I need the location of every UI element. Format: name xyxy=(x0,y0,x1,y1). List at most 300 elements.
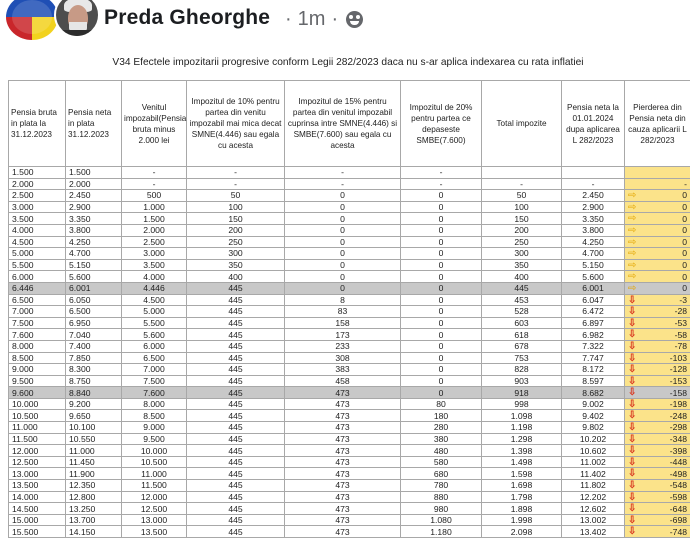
table-cell: 445 xyxy=(187,526,285,538)
table-cell: 11.500 xyxy=(9,433,66,445)
table-cell: 1.798 xyxy=(482,491,562,503)
table-cell: 8.597 xyxy=(562,375,625,387)
arrow-down-icon: ⇩ xyxy=(628,410,637,422)
loss-cell xyxy=(625,317,690,329)
header-tax-20: Impozitul de 20% pentru partea ce depaseste SMBE(7.600) xyxy=(401,81,482,167)
table-cell: 0 xyxy=(401,282,482,294)
table-cell: 0 xyxy=(401,236,482,248)
table-cell: 7.600 xyxy=(122,387,187,399)
loss-value: -158 xyxy=(669,387,687,398)
table-cell: - xyxy=(562,178,625,190)
arrow-down-icon: ⇩ xyxy=(628,422,637,434)
loss-cell xyxy=(625,306,690,318)
loss-cell xyxy=(625,271,690,283)
post-image-document[interactable] xyxy=(4,50,690,550)
table-cell: 1.998 xyxy=(482,514,562,526)
loss-cell xyxy=(625,213,690,225)
arrow-down-icon: ⇩ xyxy=(628,306,637,318)
table-cell: 445 xyxy=(187,294,285,306)
table-cell: 7.500 xyxy=(122,375,187,387)
table-cell: 0 xyxy=(401,294,482,306)
table-cell: 9.000 xyxy=(122,422,187,434)
table-row xyxy=(9,514,690,526)
table-cell: 8.300 xyxy=(66,364,122,376)
table-cell: 400 xyxy=(482,271,562,283)
table-cell: 445 xyxy=(187,352,285,364)
table-cell: 12.500 xyxy=(122,503,187,515)
table-cell: 9.200 xyxy=(66,398,122,410)
table-cell: 2.900 xyxy=(66,201,122,213)
table-cell: 1.500 xyxy=(66,167,122,179)
table-cell: 400 xyxy=(187,271,285,283)
loss-cell xyxy=(625,178,690,190)
table-cell: 1.898 xyxy=(482,503,562,515)
table-cell: 0 xyxy=(401,387,482,399)
table-cell: 1.500 xyxy=(122,213,187,225)
table-cell: 6.950 xyxy=(66,317,122,329)
table-cell: 2.900 xyxy=(562,201,625,213)
table-cell: 8.682 xyxy=(562,387,625,399)
table-cell: 173 xyxy=(285,329,401,341)
arrow-right-icon: ⇨ xyxy=(628,236,637,248)
table-cell: 8 xyxy=(285,294,401,306)
table-cell: 0 xyxy=(401,271,482,283)
table-cell: 6.001 xyxy=(66,282,122,294)
loss-value: -128 xyxy=(669,364,687,375)
table-cell: 445 xyxy=(187,433,285,445)
arrow-right-icon: ⇨ xyxy=(628,201,637,213)
table-cell: 445 xyxy=(187,514,285,526)
table-cell: 300 xyxy=(187,248,285,260)
loss-value: -3 xyxy=(679,294,687,305)
loss-value: -103 xyxy=(669,352,687,363)
loss-cell xyxy=(625,248,690,260)
arrow-right-icon: ⇨ xyxy=(628,213,637,225)
table-cell: 200 xyxy=(187,224,285,236)
table-cell: 233 xyxy=(285,340,401,352)
loss-cell xyxy=(625,445,690,457)
table-cell: 5.500 xyxy=(122,317,187,329)
table-cell: 11.000 xyxy=(9,422,66,434)
loss-value: -748 xyxy=(669,526,687,537)
table-cell: 1.498 xyxy=(482,456,562,468)
table-cell: 445 xyxy=(187,317,285,329)
loss-cell xyxy=(625,456,690,468)
table-cell: 11.002 xyxy=(562,456,625,468)
table-cell: 445 xyxy=(187,282,285,294)
table-cell: 618 xyxy=(482,329,562,341)
table-cell: 1.398 xyxy=(482,445,562,457)
table-cell: 445 xyxy=(187,491,285,503)
table-cell: 678 xyxy=(482,340,562,352)
table-cell: 473 xyxy=(285,526,401,538)
table-cell: 473 xyxy=(285,456,401,468)
loss-cell xyxy=(625,375,690,387)
table-cell: 458 xyxy=(285,375,401,387)
table-cell: 13.002 xyxy=(562,514,625,526)
table-cell: 2.000 xyxy=(9,178,66,190)
table-cell: 445 xyxy=(187,306,285,318)
loss-value: -298 xyxy=(669,422,687,433)
table-cell: 2.000 xyxy=(66,178,122,190)
table-cell: 12.602 xyxy=(562,503,625,515)
table-row xyxy=(9,364,690,376)
table-cell: 15.500 xyxy=(9,526,66,538)
table-cell: 158 xyxy=(285,317,401,329)
table-cell: 1.698 xyxy=(482,480,562,492)
arrow-down-icon: ⇩ xyxy=(628,526,637,538)
table-cell: 5.500 xyxy=(9,259,66,271)
table-cell: 13.000 xyxy=(122,514,187,526)
arrow-down-icon: ⇩ xyxy=(628,317,637,329)
table-cell: 5.000 xyxy=(122,306,187,318)
table-cell: 6.500 xyxy=(9,294,66,306)
table-cell: 8.750 xyxy=(66,375,122,387)
table-cell: 3.000 xyxy=(9,201,66,213)
table-row xyxy=(9,190,690,202)
table-cell: 9.500 xyxy=(122,433,187,445)
table-cell: 0 xyxy=(285,271,401,283)
loss-cell xyxy=(625,468,690,480)
table-row xyxy=(9,526,690,538)
loss-value: -58 xyxy=(674,329,687,340)
table-cell: 280 xyxy=(401,422,482,434)
table-cell: 1.098 xyxy=(482,410,562,422)
arrow-down-icon: ⇩ xyxy=(628,364,637,376)
author-name[interactable]: Preda Gheorghe xyxy=(104,6,271,29)
table-cell: 9.650 xyxy=(66,410,122,422)
table-cell: 680 xyxy=(401,468,482,480)
table-cell: 980 xyxy=(401,503,482,515)
table-cell: 12.000 xyxy=(122,491,187,503)
table-cell: 453 xyxy=(482,294,562,306)
arrow-right-icon: ⇨ xyxy=(628,259,637,271)
loss-value: -698 xyxy=(669,515,687,526)
table-cell: 445 xyxy=(187,387,285,399)
table-cell: 2.500 xyxy=(122,236,187,248)
table-cell: 528 xyxy=(482,306,562,318)
post-meta xyxy=(285,8,363,31)
table-cell: 473 xyxy=(285,422,401,434)
table-cell: 11.402 xyxy=(562,468,625,480)
table-row xyxy=(9,259,690,271)
arrow-down-icon: ⇩ xyxy=(628,503,637,515)
table-cell: 445 xyxy=(187,456,285,468)
table-row xyxy=(9,201,690,213)
table-cell: 603 xyxy=(482,317,562,329)
table-row xyxy=(9,456,690,468)
arrow-down-icon: ⇩ xyxy=(628,514,637,526)
loss-cell xyxy=(625,340,690,352)
post-header xyxy=(0,0,690,44)
table-row xyxy=(9,410,690,422)
loss-value: -348 xyxy=(669,433,687,444)
table-cell: 13.250 xyxy=(66,503,122,515)
table-cell: 4.250 xyxy=(562,236,625,248)
table-cell: 5.600 xyxy=(66,271,122,283)
table-cell: 500 xyxy=(122,190,187,202)
table-cell: 12.350 xyxy=(66,480,122,492)
loss-cell xyxy=(625,422,690,434)
table-cell: 473 xyxy=(285,468,401,480)
table-cell: 0 xyxy=(285,213,401,225)
table-cell: 8.500 xyxy=(9,352,66,364)
loss-cell xyxy=(625,480,690,492)
header-total-tax: Total impozite xyxy=(482,81,562,167)
arrow-down-icon: ⇩ xyxy=(628,329,637,341)
pension-tax-table xyxy=(8,80,690,538)
table-cell: 6.000 xyxy=(9,271,66,283)
table-row xyxy=(9,422,690,434)
table-cell: 13.700 xyxy=(66,514,122,526)
table-cell: 5.150 xyxy=(66,259,122,271)
arrow-right-icon: ⇨ xyxy=(628,190,637,202)
table-cell: 0 xyxy=(285,259,401,271)
table-cell: 350 xyxy=(482,259,562,271)
table-row xyxy=(9,271,690,283)
table-cell: 6.500 xyxy=(122,352,187,364)
table-cell: 11.000 xyxy=(66,445,122,457)
table-cell: - xyxy=(285,167,401,179)
table-cell xyxy=(562,167,625,179)
loss-cell xyxy=(625,387,690,399)
arrow-right-icon: ⇨ xyxy=(628,224,637,236)
table-cell: 250 xyxy=(482,236,562,248)
table-cell: 9.402 xyxy=(562,410,625,422)
table-cell: 11.000 xyxy=(122,468,187,480)
table-cell: 0 xyxy=(285,201,401,213)
table-body xyxy=(9,167,690,538)
table-row xyxy=(9,433,690,445)
table-cell: 3.800 xyxy=(66,224,122,236)
table-cell: 445 xyxy=(187,364,285,376)
table-cell: 5.150 xyxy=(562,259,625,271)
table-cell: 6.446 xyxy=(9,282,66,294)
loss-value: -548 xyxy=(669,480,687,491)
table-cell: - xyxy=(401,167,482,179)
table-cell: 300 xyxy=(482,248,562,260)
table-cell: 480 xyxy=(401,445,482,457)
table-cell: 350 xyxy=(187,259,285,271)
table-cell: - xyxy=(187,167,285,179)
table-cell: 8.840 xyxy=(66,387,122,399)
table-cell: 2.450 xyxy=(562,190,625,202)
loss-value: 0 xyxy=(682,283,687,294)
table-cell: 180 xyxy=(401,410,482,422)
table-cell: - xyxy=(122,167,187,179)
table-cell: 8.000 xyxy=(9,340,66,352)
table-cell: 7.040 xyxy=(66,329,122,341)
table-cell: 0 xyxy=(401,317,482,329)
table-cell: 8.000 xyxy=(122,398,187,410)
table-cell: 903 xyxy=(482,375,562,387)
loss-cell xyxy=(625,167,690,179)
table-cell: 3.350 xyxy=(562,213,625,225)
table-cell: 3.500 xyxy=(122,259,187,271)
table-cell: 880 xyxy=(401,491,482,503)
arrow-down-icon: ⇩ xyxy=(628,375,637,387)
table-cell: 14.000 xyxy=(9,491,66,503)
table-cell: 13.402 xyxy=(562,526,625,538)
table-cell: 150 xyxy=(187,213,285,225)
table-cell: 10.500 xyxy=(122,456,187,468)
table-cell: 100 xyxy=(187,201,285,213)
table-cell: 10.202 xyxy=(562,433,625,445)
header-loss: Pierderea din Pensia neta din cauza aplicarii L 282/2023 xyxy=(625,81,690,167)
table-cell: 12.800 xyxy=(66,491,122,503)
loss-value: 0 xyxy=(682,213,687,224)
loss-cell xyxy=(625,224,690,236)
table-cell: 10.100 xyxy=(66,422,122,434)
header-gross-pension: Pensia bruta in plata la 31.12.2023 xyxy=(9,81,66,167)
table-cell: - xyxy=(122,178,187,190)
loss-cell xyxy=(625,491,690,503)
table-cell: 1.298 xyxy=(482,433,562,445)
table-row xyxy=(9,375,690,387)
arrow-down-icon: ⇩ xyxy=(628,398,637,410)
table-cell: 12.000 xyxy=(9,445,66,457)
table-cell: 998 xyxy=(482,398,562,410)
table-cell: 445 xyxy=(187,329,285,341)
table-cell: 9.600 xyxy=(9,387,66,399)
arrow-right-icon: ⇨ xyxy=(628,248,637,260)
table-row xyxy=(9,213,690,225)
table-cell: 200 xyxy=(482,224,562,236)
table-cell: - xyxy=(401,178,482,190)
table-cell: 3.500 xyxy=(9,213,66,225)
table-cell: 6.001 xyxy=(562,282,625,294)
loss-cell xyxy=(625,236,690,248)
loss-cell xyxy=(625,410,690,422)
table-cell: 5.600 xyxy=(562,271,625,283)
table-cell: 2.450 xyxy=(66,190,122,202)
table-row xyxy=(9,167,690,179)
table-header-row xyxy=(9,81,690,167)
table-cell: 14.500 xyxy=(9,503,66,515)
table-cell: 445 xyxy=(187,422,285,434)
loss-value: 0 xyxy=(682,260,687,271)
table-cell: 0 xyxy=(401,248,482,260)
table-cell: 7.000 xyxy=(9,306,66,318)
table-cell: 445 xyxy=(482,282,562,294)
table-cell: 3.000 xyxy=(122,248,187,260)
table-cell: 7.600 xyxy=(9,329,66,341)
table-cell: 5.600 xyxy=(122,329,187,341)
table-cell: 50 xyxy=(482,190,562,202)
separator-dot: · xyxy=(331,8,339,30)
profile-avatar[interactable] xyxy=(6,0,98,42)
header-taxable-income: Venitul impozabil(Pensia bruta minus 2.000 lei xyxy=(122,81,187,167)
table-cell xyxy=(482,167,562,179)
table-cell: 6.472 xyxy=(562,306,625,318)
arrow-down-icon: ⇩ xyxy=(628,352,637,364)
loss-cell xyxy=(625,364,690,376)
loss-value: -648 xyxy=(669,503,687,514)
loss-value: 0 xyxy=(682,202,687,213)
table-cell: 4.446 xyxy=(122,282,187,294)
loss-value: -498 xyxy=(669,468,687,479)
table-cell: 1.000 xyxy=(122,201,187,213)
table-row xyxy=(9,329,690,341)
table-cell: 50 xyxy=(187,190,285,202)
arrow-down-icon: ⇩ xyxy=(628,480,637,492)
loss-cell xyxy=(625,514,690,526)
table-cell: 9.000 xyxy=(9,364,66,376)
table-cell: 473 xyxy=(285,410,401,422)
loss-cell xyxy=(625,190,690,202)
loss-value: 0 xyxy=(682,248,687,259)
table-cell: 7.322 xyxy=(562,340,625,352)
post-time[interactable]: 1m xyxy=(297,8,326,30)
loss-value: - xyxy=(684,178,687,189)
table-cell: 6.500 xyxy=(66,306,122,318)
header-net-2024: Pensia neta la 01.01.2024 dupa aplicarea L 282/2023 xyxy=(562,81,625,167)
arrow-down-icon: ⇩ xyxy=(628,445,637,457)
table-cell: 4.000 xyxy=(9,224,66,236)
table-cell: 918 xyxy=(482,387,562,399)
table-cell: 1.080 xyxy=(401,514,482,526)
table-cell: 0 xyxy=(401,224,482,236)
loss-cell xyxy=(625,352,690,364)
loss-value: -198 xyxy=(669,399,687,410)
table-cell: 0 xyxy=(285,190,401,202)
table-cell: 3.800 xyxy=(562,224,625,236)
loss-value: 0 xyxy=(682,225,687,236)
table-cell: 0 xyxy=(401,340,482,352)
table-cell: 1.180 xyxy=(401,526,482,538)
friends-icon[interactable] xyxy=(346,11,363,28)
table-cell: 445 xyxy=(187,480,285,492)
table-cell: 4.700 xyxy=(66,248,122,260)
table-row xyxy=(9,445,690,457)
table-cell: 5.000 xyxy=(9,248,66,260)
loss-cell xyxy=(625,294,690,306)
table-cell: 473 xyxy=(285,387,401,399)
table-cell: - xyxy=(482,178,562,190)
table-cell: 8.172 xyxy=(562,364,625,376)
table-cell: 445 xyxy=(187,340,285,352)
loss-cell xyxy=(625,282,690,294)
table-cell: 14.150 xyxy=(66,526,122,538)
table-cell: 445 xyxy=(187,375,285,387)
table-cell: 4.500 xyxy=(122,294,187,306)
table-row xyxy=(9,503,690,515)
table-cell: - xyxy=(187,178,285,190)
avatar-photo xyxy=(54,0,100,38)
table-cell: 10.550 xyxy=(66,433,122,445)
table-cell: 3.350 xyxy=(66,213,122,225)
table-cell: 6.047 xyxy=(562,294,625,306)
separator-dot: · xyxy=(285,8,292,30)
table-cell: 753 xyxy=(482,352,562,364)
table-cell: 1.598 xyxy=(482,468,562,480)
table-cell: 10.000 xyxy=(122,445,187,457)
table-cell: 10.602 xyxy=(562,445,625,457)
table-cell: 380 xyxy=(401,433,482,445)
loss-cell xyxy=(625,259,690,271)
table-cell: 6.897 xyxy=(562,317,625,329)
table-cell: 445 xyxy=(187,445,285,457)
table-cell: 12.202 xyxy=(562,491,625,503)
table-cell: 15.000 xyxy=(9,514,66,526)
table-cell: 80 xyxy=(401,398,482,410)
table-cell: 1.500 xyxy=(9,167,66,179)
loss-value: -398 xyxy=(669,445,687,456)
loss-value: -28 xyxy=(674,306,687,317)
table-cell: 7.747 xyxy=(562,352,625,364)
arrow-down-icon: ⇩ xyxy=(628,340,637,352)
table-cell: 6.982 xyxy=(562,329,625,341)
